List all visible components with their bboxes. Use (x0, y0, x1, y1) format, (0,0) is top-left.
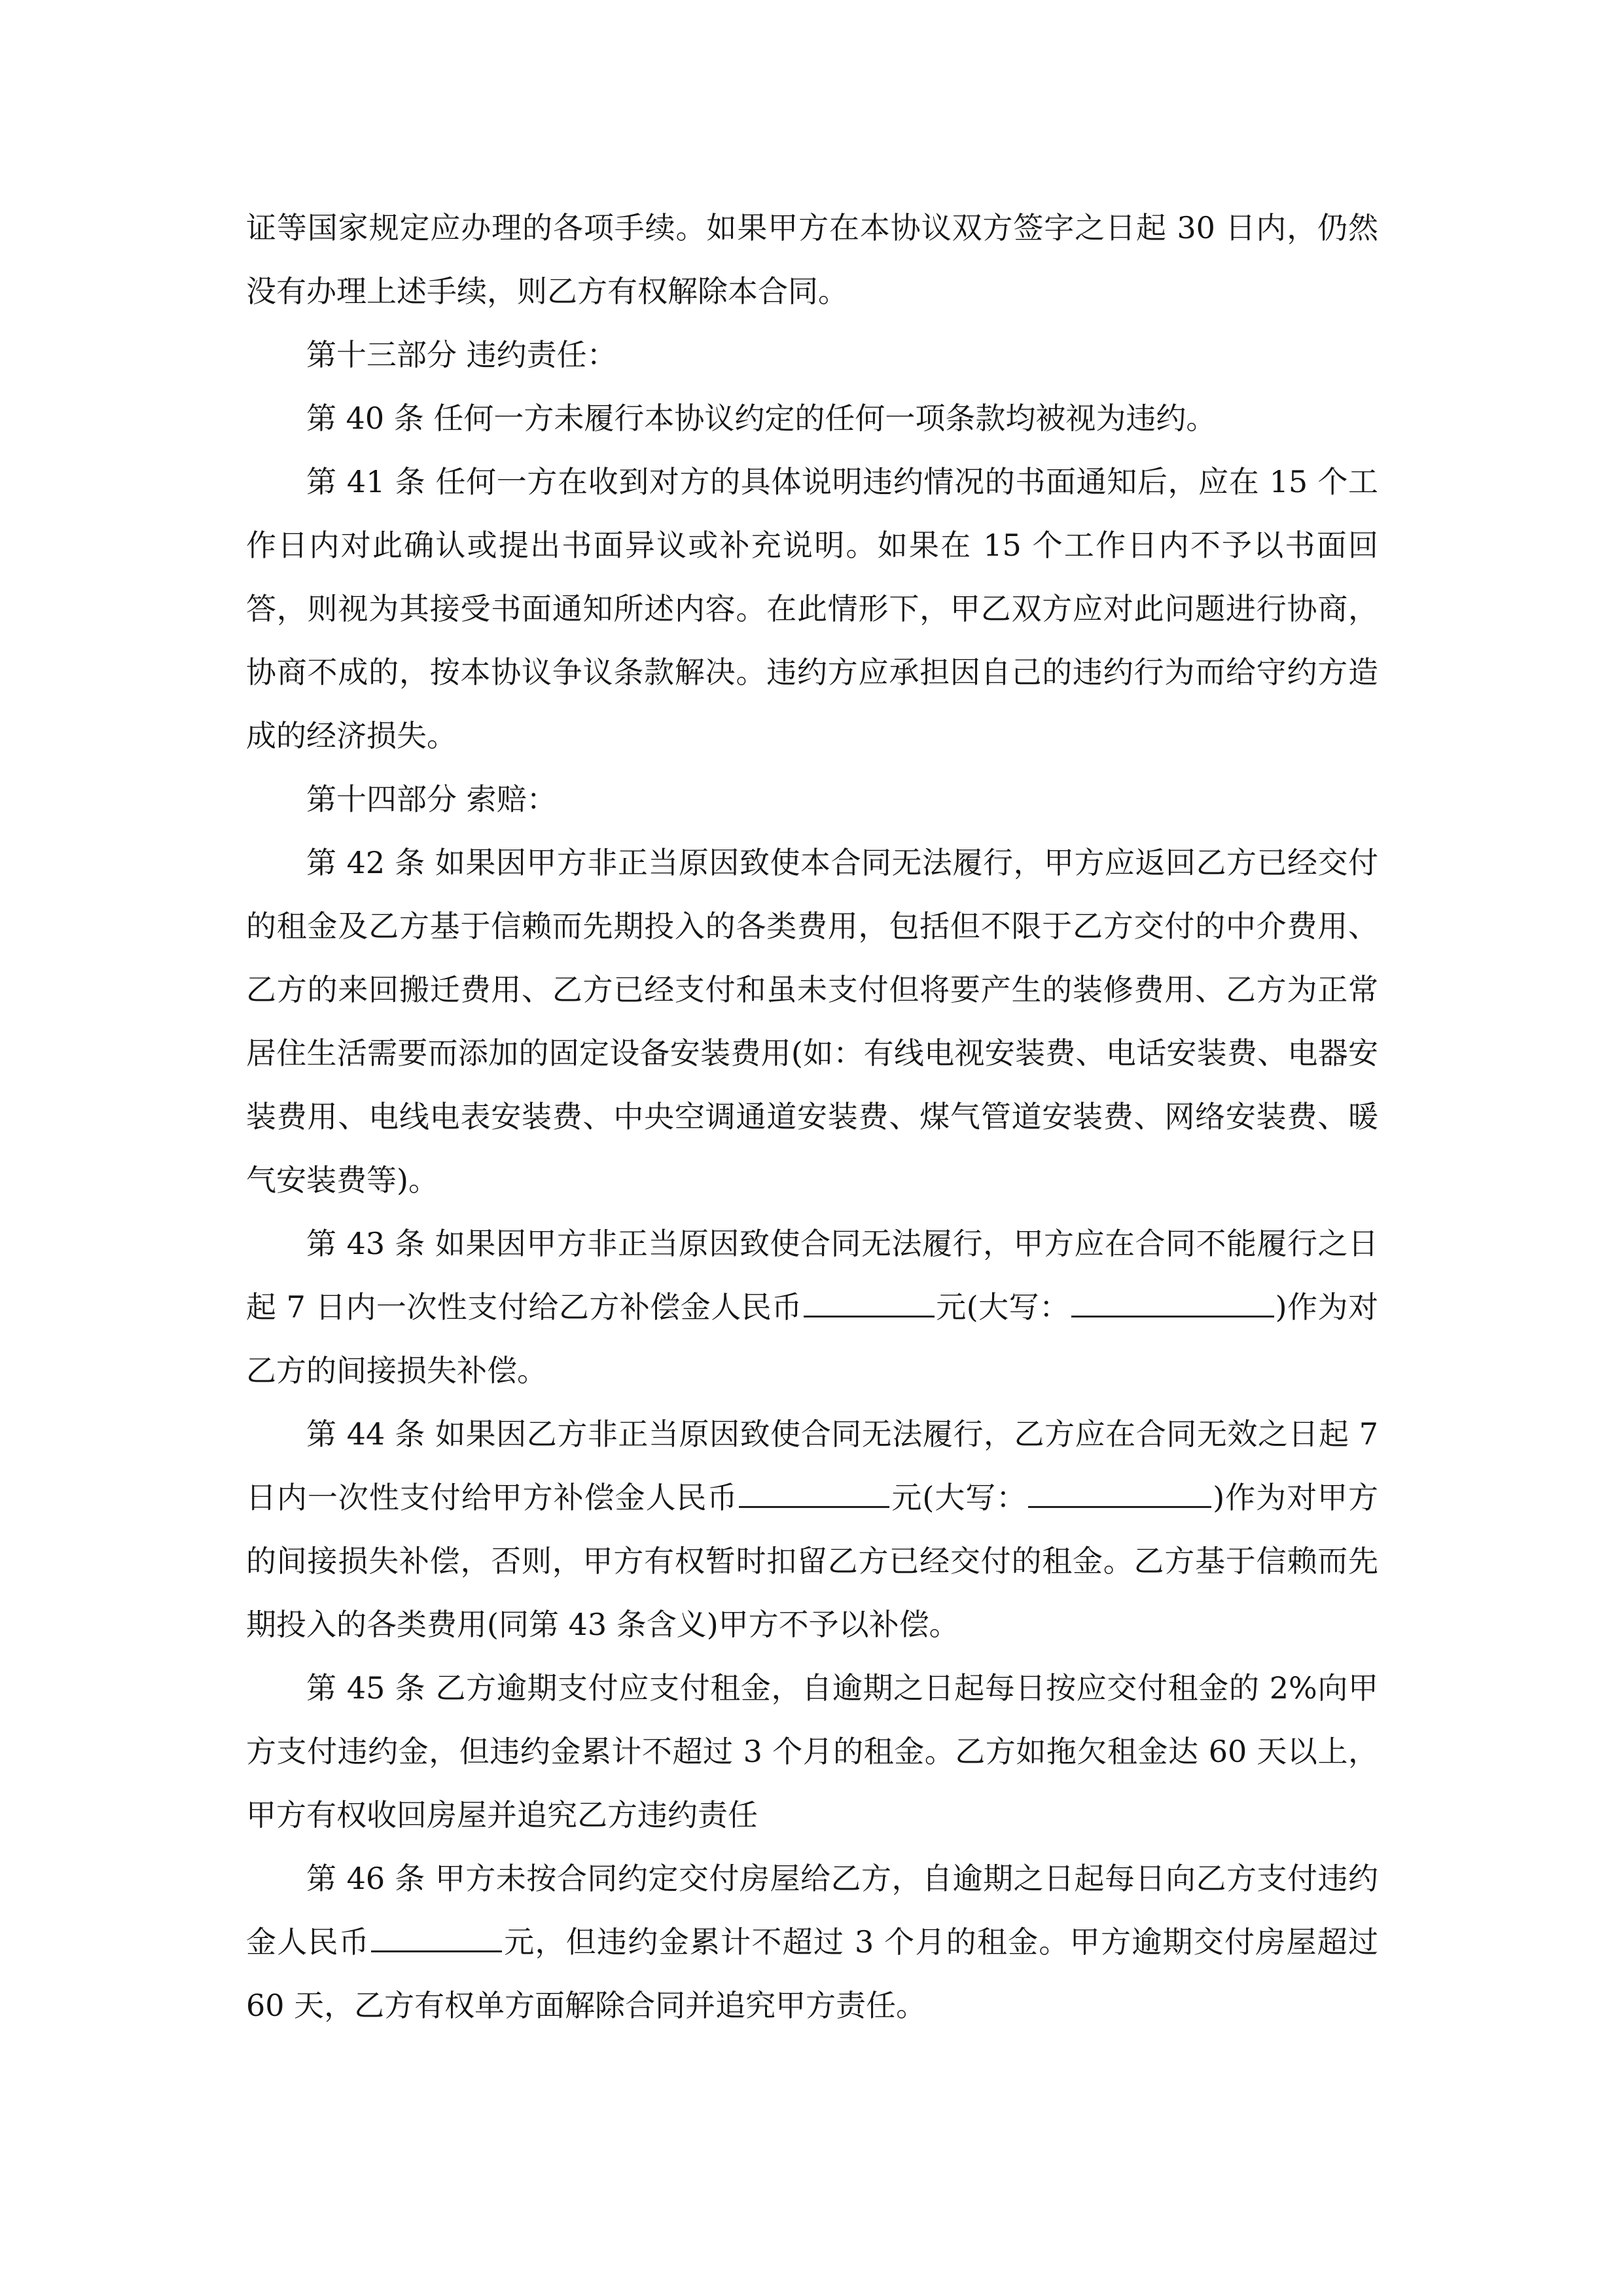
article-44-text-3: )作为对甲方的间接损失补偿，否则，甲方有权暂时扣留乙方已经交付的租金。乙方基于信赖而先期投入的各类费用(同第 43 条含义)甲方不予以补偿。 (246, 1480, 1378, 1642)
section-heading-claims: 第十四部分 索赔： (306, 781, 557, 817)
article-46-text-2: 元，但违约金累计不超过 3 个月的租金。甲方逾期交付房屋超过 60 天，乙方有权单方面解除合同并追究甲方责任。 (246, 1924, 1378, 2023)
paragraph-procedures: 证等国家规定应办理的各项手续。如果甲方在本协议双方签字之日起 30 日内，仍然没有办理上述手续，则乙方有权解除本合同。 (246, 210, 1378, 309)
article-43-text-2: 元(大写： (935, 1289, 1070, 1325)
article-46-text-1: 第 46 条 甲方未按合同约定交付房屋给乙方，自逾期之日起每日向乙方支付违约金人民币 (246, 1861, 1378, 1960)
amount-in-words-blank (1028, 1473, 1211, 1508)
amount-blank (371, 1918, 502, 1952)
article-43-text-3: )作为对乙方的间接损失补偿。 (246, 1289, 1378, 1388)
article-43 (246, 1212, 1378, 1403)
document-body (246, 196, 1378, 2037)
article-44-text-1: 第 44 条 如果因乙方非正当原因致使合同无法履行，乙方应在合同无效之日起 7 日内一次性支付给甲方补偿金人民币 (246, 1416, 1378, 1515)
article-44-text-2: 元(大写： (891, 1480, 1027, 1515)
article-44 (246, 1403, 1378, 1657)
article-41: 第 41 条 任何一方在收到对方的具体说明违约情况的书面通知后，应在 15 个工作日内对此确认或提出书面异议或补充说明。如果在 15 个工作日内不予以书面回答，则视为其接受书面通知所述内容。在此情形下，甲乙双方应对此问题进行协商，协商不成的，按本协议争议条款解决。违约方应承担因自己的违约行为而给守约方造成的经济损失。 (246, 464, 1378, 753)
section-heading-liability: 第十三部分 违约责任： (306, 337, 617, 372)
amount-blank (739, 1473, 889, 1508)
article-40: 第 40 条 任何一方未履行本协议约定的任何一项条款均被视为违约。 (306, 401, 1217, 436)
article-42: 第 42 条 如果因甲方非正当原因致使本合同无法履行，甲方应返回乙方已经交付的租金及乙方基于信赖而先期投入的各类费用，包括但不限于乙方交付的中介费用、乙方的来回搬迁费用、乙方已经支付和虽未支付但将要产生的装修费用、乙方为正常居住生活需要而添加的固定设备安装费用(如：有线电视安装费、电话安装费、电器安装费用、电线电表安装费、中央空调通道安装费、煤气管道安装费、网络安装费、暖气安装费等)。 (246, 845, 1378, 1198)
article-46 (246, 1847, 1378, 2037)
article-43-text-1: 第 43 条 如果因甲方非正当原因致使合同无法履行，甲方应在合同不能履行之日起 7 日内一次性支付给乙方补偿金人民币 (246, 1226, 1378, 1325)
article-45: 第 45 条 乙方逾期支付应支付租金，自逾期之日起每日按应交付租金的 2%向甲方支付违约金，但违约金累计不超过 3 个月的租金。乙方如拖欠租金达 60 天以上，甲方有权收回房屋并追究乙方违约责任 (246, 1670, 1378, 1833)
amount-blank (804, 1283, 935, 1318)
amount-in-words-blank (1071, 1283, 1274, 1318)
